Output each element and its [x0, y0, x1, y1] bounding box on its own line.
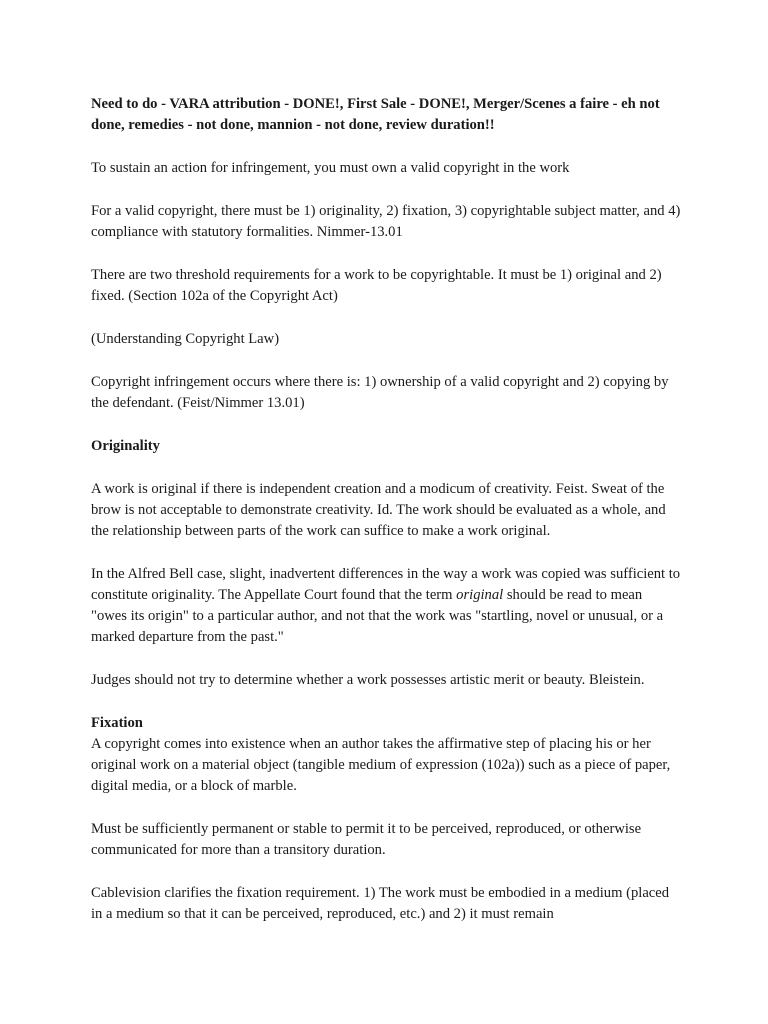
- paragraph-valid-copyright: For a valid copyright, there must be 1) originality, 2) fixation, 3) copyrightable subject matter, and 4) compliance with statutory formalities. Nimmer-13.01: [91, 203, 681, 240]
- paragraph-permanent: Must be sufficiently permanent or stable to permit it to be perceived, reproduced, or otherwise communicated for more than a transitory duration.: [91, 821, 642, 858]
- paragraph-cablevision: Cablevision clarifies the fixation requirement. 1) The work must be embodied in a medium (placed in a medium so that it can be perceived, reproduced, etc.) and 2) it must remain: [91, 885, 670, 922]
- heading-originality: Originality: [91, 438, 160, 454]
- paragraph-alfred-bell: [91, 564, 681, 648]
- paragraph-sustain: To sustain an action for infringement, you must own a valid copyright in the work: [91, 160, 570, 176]
- alfred-text-2: should be read to mean "owes its origin" to a particular author, and not that the work was "startling, novel or unusual, or a marked departure from the past.": [91, 587, 664, 645]
- paragraph-judges: Judges should not try to determine whether a work possesses artistic merit or beauty. Bleistein.: [91, 672, 645, 688]
- paragraph-understanding: (Understanding Copyright Law): [91, 331, 280, 347]
- heading-fixation: Fixation: [91, 715, 143, 731]
- alfred-emphasis: original: [456, 587, 504, 603]
- document-body: [91, 94, 681, 925]
- paragraph-fixation: A copyright comes into existence when an author takes the affirmative step of placing his or her original work on a material object (tangible medium of expression (102a)) such as a piece of paper, digital media, or a block of marble.: [91, 736, 671, 794]
- paragraph-original: A work is original if there is independent creation and a modicum of creativity. Feist. Sweat of the brow is not acceptable to demonstrate creativity. Id. The work should be evaluated as a whole, and the relationship between parts of the work can suffice to make a work original.: [91, 481, 666, 539]
- paragraph-threshold: There are two threshold requirements for a work to be copyrightable. It must be 1) original and 2) fixed. (Section 102a of the Copyright Act): [91, 267, 662, 304]
- todo-line: Need to do - VARA attribution - DONE!, First Sale - DONE!, Merger/Scenes a faire - eh not done, remedies - not done, mannion - not done, review duration!!: [91, 96, 660, 133]
- alfred-text-1: In the Alfred Bell case, slight, inadvertent differences in the way a work was copied was sufficient to constitute originality. The Appellate Court found that the term: [91, 566, 681, 603]
- paragraph-infringement: Copyright infringement occurs where there is: 1) ownership of a valid copyright and 2) copying by the defendant. (Feist/Nimmer 13.01): [91, 374, 669, 411]
